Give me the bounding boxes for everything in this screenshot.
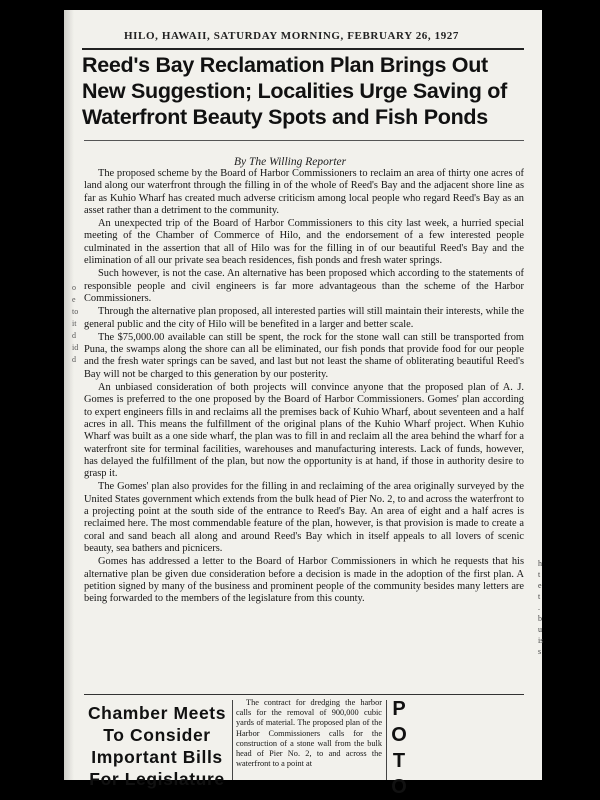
headline-line: Waterfront Beauty Spots and Fish Ponds [82,105,488,129]
side-headline-line: Important Bills [91,747,223,767]
column-rule [386,700,387,780]
cut-off-letter: O [391,724,407,746]
article-body [84,168,524,606]
headline-line: New Suggestion; Localities Urge Saving of [82,79,507,103]
cut-off-letter: O [391,776,407,798]
article-paragraph: The Gomes' plan also provides for the filling in and reclaiming of the area originally surveyed by the United States government which extends from the bulk head of Pier No. 2, to and across the waterfront to a projecting point at the south side of the entrance to Reed's Bay. An area of eight and a half acres is reclaimed here. The most commendable feature of the plan, however, is that provision is made to create a coral and sand beach all along and around Reed's Bay which in itself appeals to all lovers of scenic beauty, sea bathers and picnicers. [84,481,524,554]
article-paragraph: An unbiased consideration of both projects will convince anyone that the proposed plan of A. J. Gomes is preferred to the one proposed by the Board of Harbor Commissioners. Gomes' plan according to expert engineers fills in and reclaims all the premises back of Kuhio Wharf, about seventeen and a half acres in all. This means the fulfillment of the original plans of the Kuhio Wharf project. When Kuhio Wharf was built as a one side wharf, the plan was to fill in and reclaim all the area behind the wharf for a waterfront site for terminal facilities, warehouses and manufacturing interests. Lack of funds, however, has delayed the fulfillment of the plan, but now the opportunity is at hand, if those in authority desire to grasp it. [84,382,524,480]
cut-off-letter: P [392,698,406,720]
right-margin-fragments: h t e t . b u is s [538,559,544,656]
side-column-text: The contract for dredging the harbor calls for the removal of 900,000 cubic yards of material. The proposed plan of the Harbor Commissioners calls for the construction of a stone wall from the bulk head of Pier No. 2, to and across the waterfront to a point at [236,698,382,769]
headline [82,52,528,130]
cut-off-letter: T [392,750,406,772]
headline-rule [84,140,524,141]
article-paragraph: Through the alternative plan proposed, all interested parties will still maintain their interests, while the general public and the city of Hilo will be benefited in a larger and better scale. [84,306,524,330]
dateline-rule [82,48,524,50]
article-paragraph: The $75,000.00 available can still be spent, the rock for the stone wall can still be transported from Puna, the swamps along the shore can all be eliminated, our fish ponds that provide food for our people and the fresh water springs can be saved, and last but not least the shame of obliterating beautiful Reed's Bay will not be charged to this generation by our posterity. [84,331,524,380]
headline-line: Reed's Bay Reclamation Plan Brings Out [82,53,488,77]
byline: By The Willing Reporter [234,156,347,168]
article-paragraph: Such however, is not the case. An alternative has been proposed which according to the statements of responsible people and civil engineers is far more advantageous than the scheme of the Harbor Commissioners. [84,268,524,304]
dateline: HILO, HAWAII, SATURDAY MORNING, FEBRUARY 26, 1927 [124,30,460,42]
side-headline-line: To Consider [103,725,211,745]
article-paragraph: An unexpected trip of the Board of Harbor Commissioners to this city last week, a hurried special meeting of the Chamber of Commerce of Hilo, and the endorsement of a few interested people culminated in the assertion that all of Hilo was for the filling in of our beautiful Reed's Bay and the elimination of all our private sea beach residences, fish ponds and fresh water springs. [84,218,524,267]
side-headline [84,702,230,790]
side-column [236,698,382,769]
left-margin-fragments: o e to it d id d [72,283,79,364]
side-headline-line: For Legislature [89,769,225,789]
article-paragraph: The proposed scheme by the Board of Harbor Commissioners to reclaim an area of thirty one acres of land along our waterfront through the filling in of the whole of Reed's Bay and the adjacent shore line as far as Kuhio Wharf has created much adverse criticism among local people who regard Reed's Bay as an asset rather than a detriment to the community. [84,168,524,216]
side-headline-line: Chamber Meets [87,703,227,723]
section-rule [84,694,524,695]
page-fold-shadow [64,10,74,780]
article-paragraph: Gomes has addressed a letter to the Board of Harbor Commissioners in which he requests that his alternative plan be given due consideration before a decision is made in the adoption of the first plan. A petition signed by many of the business and prominent people of the community besides many letters are being forwarded to the members of the legislature from this county. [84,556,524,605]
cut-off-headline [388,696,410,800]
column-rule [232,700,233,780]
newspaper-clipping [64,10,544,798]
